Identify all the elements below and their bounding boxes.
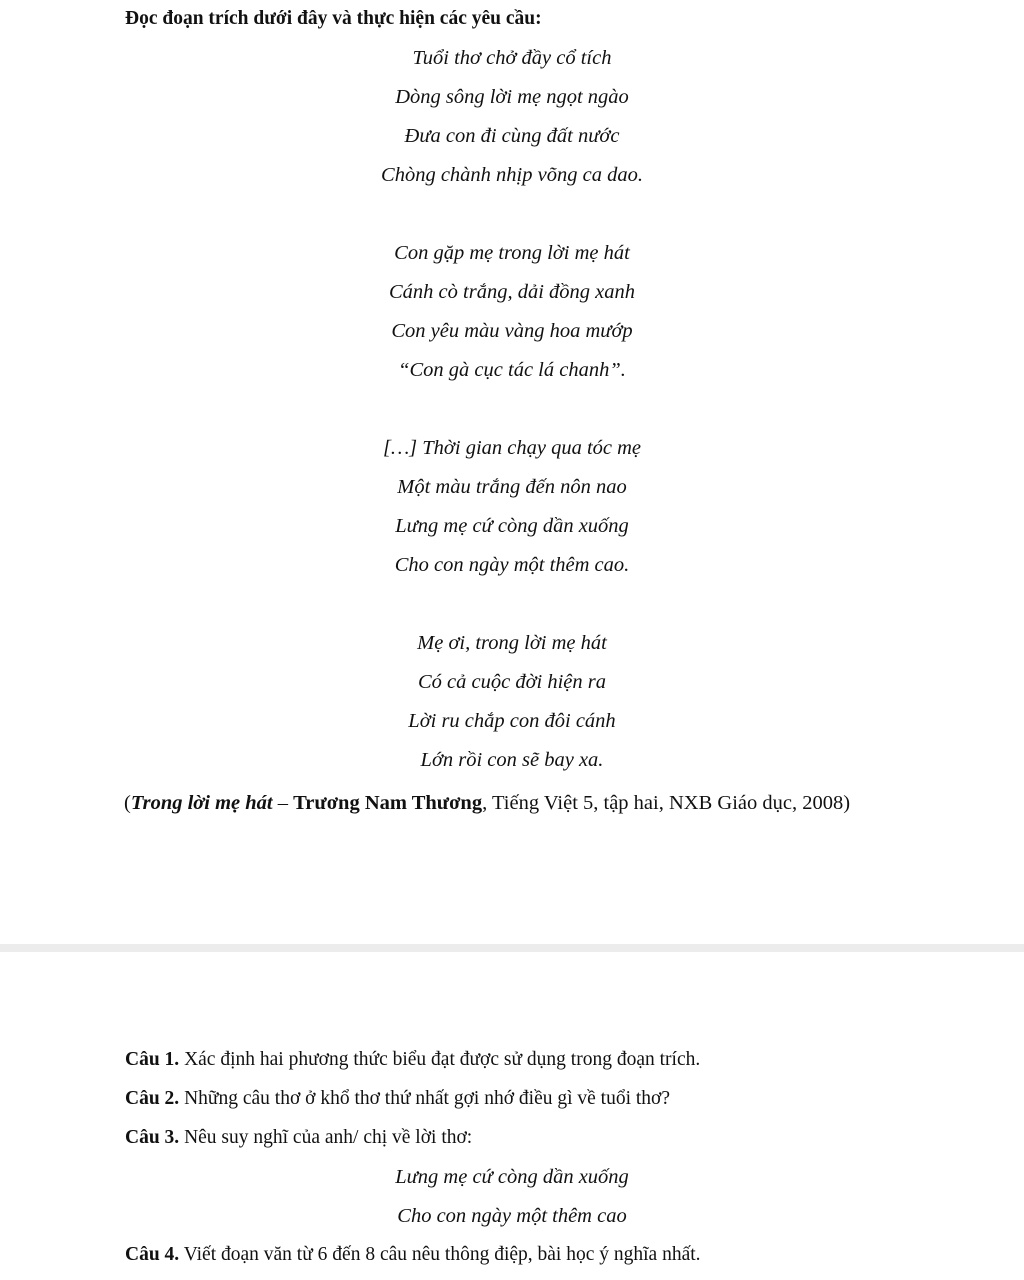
- poem-line: Một màu trắng đến nôn nao: [397, 476, 627, 498]
- question-2: [125, 1088, 670, 1110]
- poem-line: Đưa con đi cùng đất nước: [404, 125, 620, 147]
- question-text: Xác định hai phương thức biểu đạt được sử dụng trong đoạn trích.: [179, 1049, 701, 1070]
- poem-line: Lớn rồi con sẽ bay xa.: [420, 749, 604, 771]
- poem-line: Lưng mẹ cứ còng dần xuống: [395, 515, 629, 537]
- question-4: [125, 1244, 701, 1266]
- instruction-heading: Đọc đoạn trích dưới đây và thực hiện các yêu cầu:: [125, 8, 542, 29]
- poem-line: […] Thời gian chạy qua tóc mẹ: [382, 437, 642, 459]
- source-open-paren: (: [124, 792, 131, 814]
- quoted-poem-line: Cho con ngày một thêm cao: [397, 1205, 627, 1227]
- page-separator: [0, 944, 1024, 952]
- question-1: [125, 1049, 700, 1071]
- poem-line: Có cả cuộc đời hiện ra: [417, 671, 606, 693]
- poem-line: Cho con ngày một thêm cao.: [394, 554, 630, 576]
- question-label: Câu 4.: [125, 1244, 180, 1265]
- question-label: Câu 2.: [125, 1088, 180, 1109]
- source-author: Trương Nam Thương: [293, 792, 483, 814]
- quoted-poem-line: Lưng mẹ cứ còng dần xuống: [395, 1166, 629, 1188]
- source-publication: , Tiếng Việt 5, tập hai, NXB Giáo dục, 2008): [482, 792, 851, 814]
- poem-line: Dòng sông lời mẹ ngọt ngào: [395, 86, 629, 108]
- document-page-2: [0, 952, 1024, 1280]
- question-text: Viết đoạn văn từ 6 đến 8 câu nêu thông điệp, bài học ý nghĩa nhất.: [179, 1244, 701, 1265]
- poem-line: Cánh cò trắng, dải đồng xanh: [389, 281, 635, 303]
- poem-line: Mẹ ơi, trong lời mẹ hát: [417, 632, 607, 654]
- source-dash: –: [272, 792, 294, 814]
- poem-line: Lời ru chắp con đôi cánh: [408, 710, 616, 732]
- source-citation: [124, 789, 914, 817]
- question-text: Nêu suy nghĩ của anh/ chị về lời thơ:: [179, 1127, 473, 1148]
- question-3: [125, 1127, 472, 1149]
- question-text: Những câu thơ ở khổ thơ thứ nhất gợi nhớ điều gì về tuổi thơ?: [179, 1088, 671, 1109]
- poem-line: Chòng chành nhịp võng ca dao.: [381, 164, 643, 186]
- poem-line: “Con gà cục tác lá chanh”.: [398, 359, 626, 381]
- poem-line: Tuổi thơ chở đầy cổ tích: [412, 47, 612, 69]
- source-work-title: Trong lời mẹ hát: [130, 792, 273, 814]
- poem-line: Con yêu màu vàng hoa mướp: [391, 320, 633, 342]
- question-label: Câu 1.: [125, 1049, 180, 1070]
- poem-line: Con gặp mẹ trong lời mẹ hát: [394, 242, 630, 264]
- question-label: Câu 3.: [125, 1127, 180, 1148]
